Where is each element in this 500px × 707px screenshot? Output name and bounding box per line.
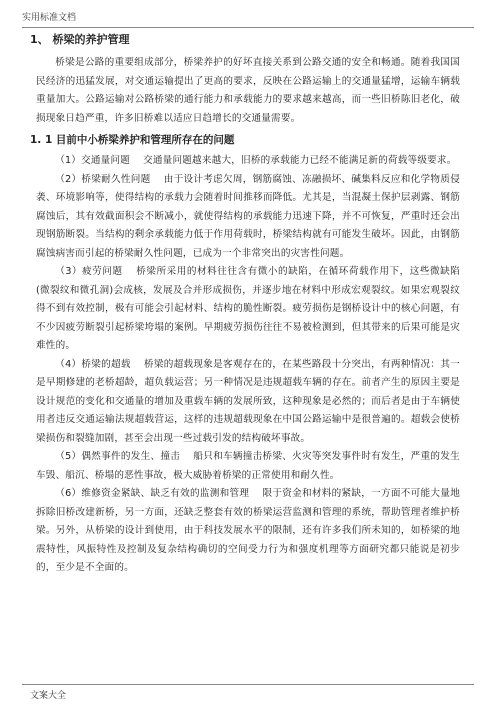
footer-rule xyxy=(22,684,474,685)
page-footer: 文案大全 xyxy=(30,691,67,701)
item-fatigue: （3）疲劳问题 桥梁所采用的材料往往含有微小的缺陷，在循环荷载作用下，这些微缺陷(微裂纹和微孔洞)会成核，发展及合并形成损伤，并逐步地在材料中形成宏观裂纹。如果宏观裂纹得不到有效控制，极有可能会引起材料、结构的脆性断裂。疲劳损伤是钢桥设计中的核心问题，有不少因疲劳断裂引起桥梁垮塌的案例。早期疲劳损伤往往不易被检测到，但其带来的后果可能是灾难性的。 xyxy=(36,266,460,351)
intro-paragraph: 桥梁是公路的重要组成部分，桥梁养护的好坏直接关系到公路交通的安全和畅通。随着我国国民经济的迅猛发展，对交通运输提出了更高的要求，反映在公路运输上的交通量猛增，运输车辆载重量加大。公路运输对公路桥梁的通行能力和承载能力的要求越来越高，而一些旧桥陈旧老化，破损现象日趋严重，许多旧桥难以适应日趋增长的交通量需要。 xyxy=(36,57,460,124)
document-body xyxy=(30,32,460,578)
item-funding: （6）维修资金紧缺、缺乏有效的监测和管理 限于资金和材料的紧缺，一方面不可能大量地拆除旧桥改建新桥，另一方面，还缺乏整套有效的桥梁运营监测和管理的系统，帮助管理者维护桥梁。另外，从桥梁的设计到使用，由于科技发展水平的限制，还有许多我们所未知的，如桥梁的地震特性，风振特性及控制及复杂结构确切的空间受力行为和强度机理等方面研究都只能说是初步的，至少是不全面的。 xyxy=(36,488,460,573)
page-header: 实用标准文档 xyxy=(22,13,77,23)
subsection-title: 1. 1 目前中小桥梁养护和管理所存在的问题 xyxy=(30,134,235,146)
item-durability: （2）桥梁耐久性问题 由于设计考虑欠周，钢筋腐蚀、冻融损坏、碱集料反应和化学物质侵袭、环境影响等，使得结构的承载力会随着时间推移而降低。尤其是，当混凝土保护层剥露、钢筋腐蚀后，其有效截面积会不断减小，就使得结构的承载能力迅速下降，并不可恢复，严重时还会出现钢筋断裂。当结构的剩余承载能力低于作用荷载时，桥梁结构就有可能发生破坏。因此，由钢筋腐蚀病害而引起的桥梁耐久性问题，已成为一个非常突出的灾害性问题。 xyxy=(36,173,460,259)
header-rule xyxy=(22,27,474,28)
section-title: 1、 桥梁的养护管理 xyxy=(30,33,130,46)
item-overload: （4）桥梁的超载 桥梁的超载现象是客观存在的，在某些路段十分突出，有两种情况：其一是早期修建的老桥超龄，超负载运营；另一种情况是违规超载车辆的存在。前者产生的原因主要是设计规范的变化和交通量的增加及重载车辆的发展所致，这种现象是必然的；而后者是由于车辆使用者违反交通运输法规超载营运，这样的违规超载现象在中国公路运输中是很普遍的。超载会使桥梁损伤和裂缝加剧，甚至会出现一些过载引发的结构破坏事故。 xyxy=(36,358,460,444)
item-accidents: （5）偶然事件的发生、撞击 船只和车辆撞击桥梁、火灾等突发事件时有发生，严重的发生车毁、船沉、桥塌的恶性事故，极大威胁着桥梁的正常使用和耐久性。 xyxy=(36,451,460,481)
item-traffic-volume: （1）交通量问题 交通量问题越来越大，旧桥的承载能力已经不能满足新的荷载等级要求。 xyxy=(55,155,457,166)
